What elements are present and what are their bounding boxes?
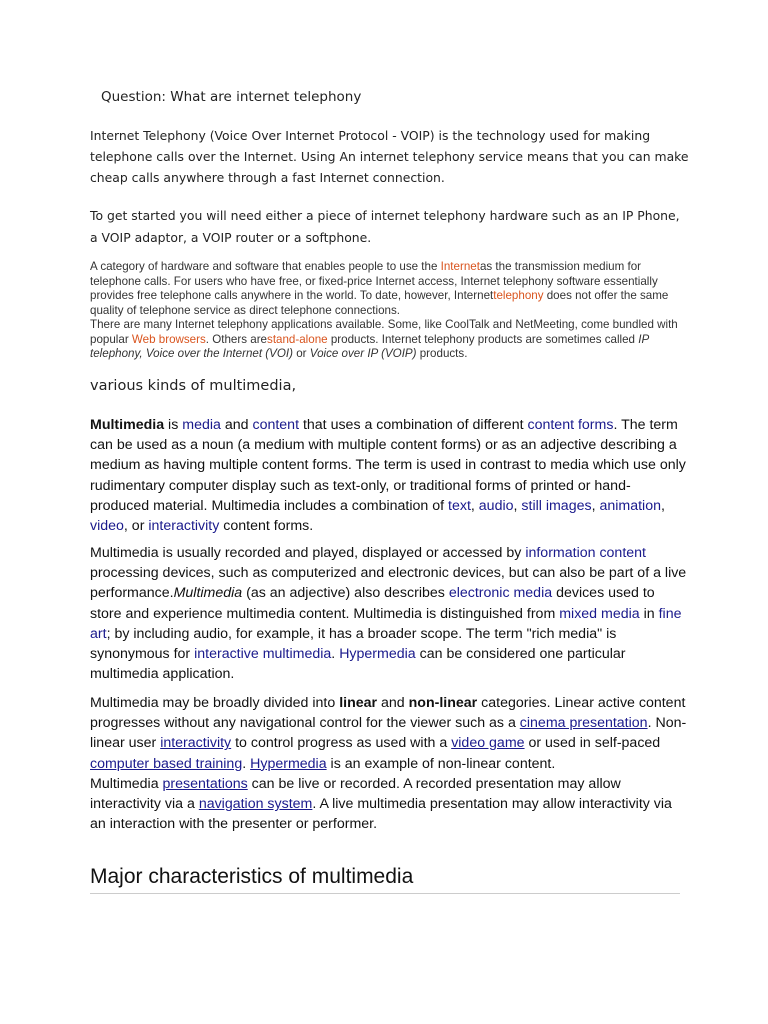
- link-fine-art[interactable]: fine art: [90, 605, 682, 642]
- link-mixed-media[interactable]: mixed media: [559, 605, 640, 622]
- text: . Others are: [205, 332, 268, 346]
- text: . A live multimedia presentation may allow interactivity via an interaction with the presenter or performer.: [90, 796, 672, 833]
- text: ,: [591, 497, 600, 514]
- text: and: [377, 695, 409, 711]
- link-web-browsers[interactable]: Web browsers: [131, 332, 206, 346]
- getting-started-paragraph: To get started you will need either a piece of internet telephony hardware such as an IP Phone, a VOIP adaptor, a VOIP router or a softphone.: [90, 208, 680, 245]
- text: Multimedia: [90, 417, 165, 433]
- text: that uses a combination of different: [299, 417, 528, 433]
- text: processing devices, such as computerized and electronic devices, but can also be part of a live performance.: [90, 565, 687, 602]
- text: Multimedia: [173, 585, 243, 602]
- text: ,: [513, 497, 522, 514]
- link-navigation-system[interactable]: navigation system: [198, 796, 313, 813]
- section-heading: Major characteristics of multimedia: [90, 865, 414, 888]
- link-interactive-multimedia[interactable]: interactive multimedia: [194, 646, 332, 663]
- multimedia-devices-paragraph: [90, 543, 688, 684]
- text: , or: [123, 518, 149, 535]
- link-presentations[interactable]: presentations: [162, 775, 248, 792]
- text: Voice over IP (VOIP): [309, 347, 417, 360]
- voip-definition-paragraph: Internet Telephony (Voice Over Internet Protocol - VOIP) is the technology used for making telephone calls over the Internet. Using An internet telephony service means that you can make cheap calls anywhere through a fast Internet connection.: [90, 128, 689, 185]
- text: .: [331, 646, 340, 663]
- link-content-forms[interactable]: content forms: [527, 417, 614, 433]
- link-text[interactable]: text: [448, 497, 471, 514]
- question-heading: Question: What are internet telephony: [101, 89, 362, 105]
- text: linear: [339, 695, 378, 711]
- link-interactivity-2[interactable]: interactivity: [160, 735, 232, 752]
- text: categories. Linear active content progresses without any navigational control for the viewer such as a: [90, 695, 686, 732]
- text: . The term can be used as a noun (a medium with multiple content forms) or as an adjective describing a medium as having multiple content forms. The term is used in contrast to media which use only rudimentary computer display such as text-only, or traditional forms of printed or hand-produced material. Multimedia includes a combination of: [90, 417, 686, 514]
- text: ; by including audio, for example, it has a broader scope. The term "rich media" is synonymous for: [90, 625, 617, 663]
- text: (as an adjective) also describes: [242, 585, 449, 602]
- text: Multimedia may be broadly divided into: [90, 695, 340, 711]
- text: or used in self-paced: [524, 735, 661, 752]
- link-interactivity[interactable]: interactivity: [148, 518, 220, 535]
- link-video[interactable]: video: [90, 518, 124, 535]
- link-audio[interactable]: audio: [478, 497, 514, 514]
- text: devices used to store and experience multimedia content. Multimedia is distinguished from: [90, 585, 655, 622]
- text: . Non-linear user: [90, 715, 687, 752]
- link-video-game[interactable]: video game: [451, 735, 525, 752]
- text: does not offer the same quality of telephone service as direct telephone connections.: [90, 289, 669, 317]
- text: is an example of non-linear content.: [326, 755, 556, 772]
- text: can be live or recorded. A recorded presentation may allow interactivity via a: [90, 775, 621, 813]
- link-animation[interactable]: animation: [599, 497, 661, 514]
- text: as the transmission medium for telephone calls. For users who have free, or fixed-price Internet access, Internet telephony software essentially provides free telephone calls anywhere in the world. To date, however, Internet: [90, 260, 658, 302]
- link-hypermedia-2[interactable]: Hypermedia: [250, 755, 327, 772]
- text: can be considered one particular multimedia application.: [90, 646, 626, 683]
- text: .: [242, 755, 251, 772]
- linear-nonlinear-paragraph: [90, 693, 688, 834]
- multimedia-subheading: various kinds of multimedia,: [90, 378, 297, 394]
- link-content[interactable]: content: [252, 417, 300, 433]
- link-electronic-media[interactable]: electronic media: [448, 585, 553, 602]
- heading-divider: [90, 893, 680, 894]
- text: IP telephony, Voice over the Internet (VOI): [90, 332, 649, 360]
- link-stand-alone[interactable]: stand-alone: [267, 332, 328, 346]
- text: A category of hardware and software that enables people to use the: [90, 260, 441, 273]
- link-hypermedia[interactable]: Hypermedia: [339, 646, 416, 663]
- text: is: [164, 417, 183, 433]
- internet-telephony-excerpt: [90, 260, 690, 362]
- text: Multimedia is usually recorded and played, displayed or accessed by: [90, 545, 526, 561]
- text: ,: [470, 497, 479, 514]
- text: products. Internet telephony products are sometimes called: [327, 332, 639, 346]
- text: in: [639, 605, 659, 622]
- text: to control progress as used with a: [231, 735, 452, 752]
- link-media[interactable]: media: [182, 417, 221, 433]
- link-computer-based-training[interactable]: computer based training: [90, 755, 243, 772]
- text: products.: [416, 347, 468, 360]
- text: non-linear: [408, 695, 478, 711]
- text: ,: [661, 497, 665, 514]
- text: and: [220, 417, 253, 433]
- text: There are many Internet telephony applications available. Some, like CoolTalk and NetMeeting, come bundled with popular: [90, 318, 678, 346]
- text: or: [293, 347, 310, 360]
- link-still-images[interactable]: still images: [521, 497, 592, 514]
- link-information-content[interactable]: information content: [525, 545, 646, 561]
- link-cinema-presentation[interactable]: cinema presentation: [519, 715, 648, 732]
- text: Multimedia: [90, 775, 163, 792]
- link-telephony[interactable]: telephony: [493, 289, 544, 302]
- multimedia-definition-paragraph: [90, 415, 688, 536]
- link-internet[interactable]: Internet: [440, 260, 480, 273]
- text: content forms.: [219, 518, 314, 535]
